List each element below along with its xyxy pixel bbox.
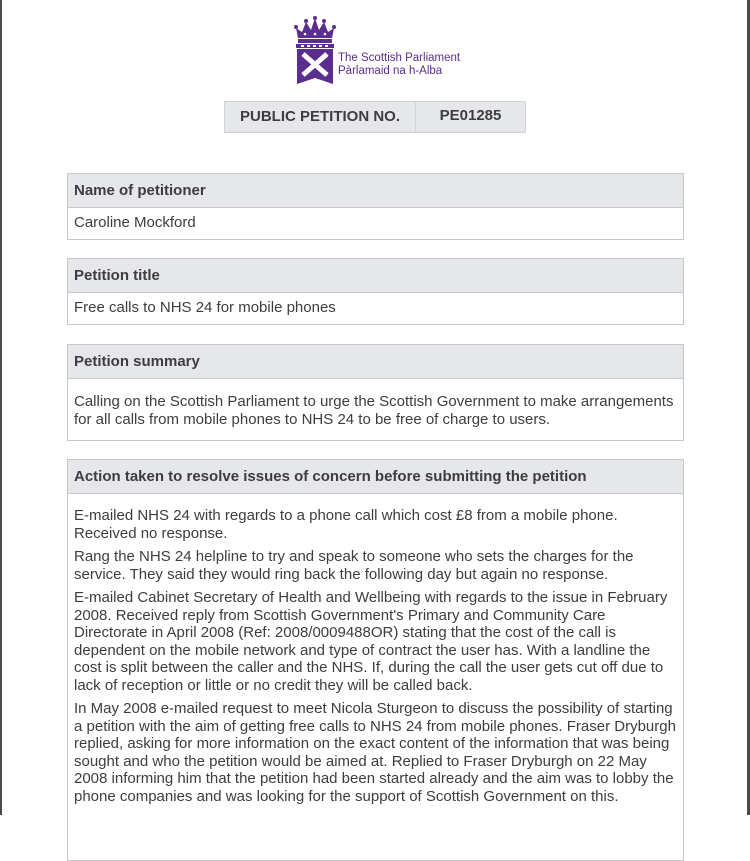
- section-petition-summary: [67, 344, 684, 441]
- petitioner-name: Caroline Mockford: [74, 214, 196, 231]
- action-paragraph: Rang the NHS 24 helpline to try and speak to someone who sets the charges for the service. They said they would ring back the following day but again no response.: [74, 548, 634, 583]
- section-heading: Petition title: [68, 259, 683, 293]
- petition-number-label: PUBLIC PETITION NO.: [225, 102, 416, 132]
- petition-number-box: [224, 101, 526, 133]
- section-heading: Petition summary: [68, 345, 683, 379]
- crown-saltire-icon: [294, 16, 336, 86]
- section-body: [68, 293, 683, 324]
- action-paragraph: E-mailed Cabinet Secretary of Health and Wellbeing with regards to the issue in February 2008. Received reply from Scottish Government's Primary and Community Care Directorate in April 2008 (Ref: 2008/0009488OR) stating that the cost of the call is dependent on the mobile network and type of contract the user has. With a landline the cost is split between the caller and the NHS. If, during the call the user gets cut off due to lack of reception or little or no credit they will be called back.: [74, 589, 668, 694]
- section-petitioner-name: [67, 173, 684, 240]
- logo-line-english: The Scottish Parliament: [338, 52, 461, 64]
- scottish-parliament-logo: [294, 16, 464, 86]
- section-body: [68, 379, 683, 440]
- section-heading: Name of petitioner: [68, 174, 683, 208]
- section-action-taken: [67, 459, 684, 861]
- logo-line-gaelic: Pàrlamaid na h-Alba: [338, 65, 443, 77]
- petition-number-value: PE01285: [439, 107, 502, 124]
- action-paragraph: E-mailed NHS 24 with regards to a phone call which cost £8 from a mobile phone. Received no response.: [74, 507, 618, 542]
- section-body: [68, 208, 683, 239]
- logo-text: [338, 52, 460, 78]
- action-paragraph: In May 2008 e-mailed request to meet Nicola Sturgeon to discuss the possibility of starting a petition with the aim of getting free calls to NHS 24 from mobile phones. Fraser Dryburgh replied, asking for more information on the exact content of the information that was being sought and who the petition would be aimed at. Replied to Fraser Dryburgh on 22 May 2008 informing him that the petition had been started already and the aim was to lobby the phone companies and was looking for the support of Scottish Government on this.: [74, 700, 676, 805]
- section-body: [68, 494, 683, 812]
- petition-title: Free calls to NHS 24 for mobile phones: [74, 299, 336, 316]
- section-petition-title: [67, 258, 684, 325]
- petition-summary-text: Calling on the Scottish Parliament to urge the Scottish Government to make arrangements for all calls from mobile phones to NHS 24 to be free of charge to users.: [74, 393, 674, 428]
- section-heading: Action taken to resolve issues of concern before submitting the petition: [68, 460, 683, 494]
- page-edge-left: [0, 0, 2, 815]
